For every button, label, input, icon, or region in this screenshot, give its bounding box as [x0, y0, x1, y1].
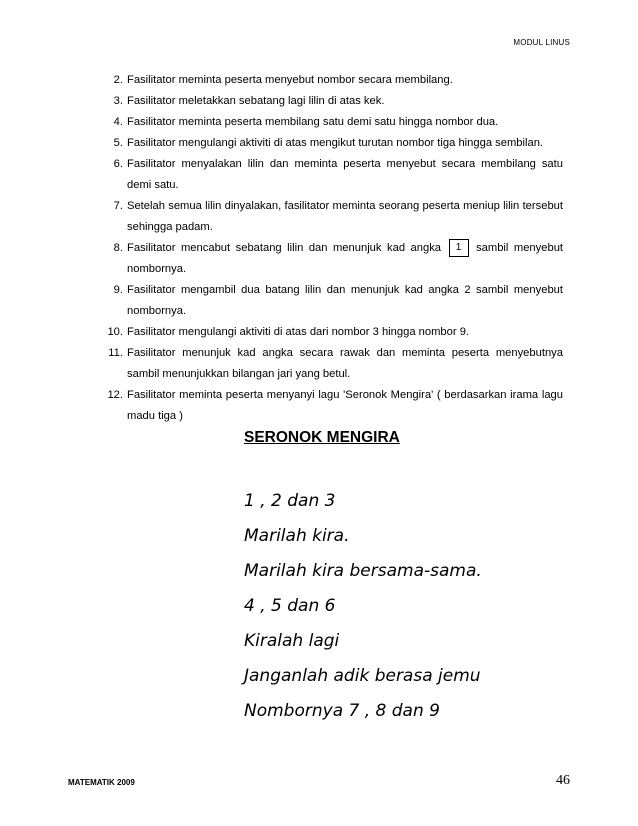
step-item	[103, 280, 563, 322]
module-header: MODUL LINUS	[513, 38, 570, 47]
lyric-line: Janganlah adik berasa jemu	[244, 666, 481, 686]
instruction-list	[103, 70, 563, 427]
song-title: SERONOK MENGIRA	[244, 429, 400, 446]
step-item	[103, 133, 563, 154]
step-item	[103, 196, 563, 238]
number-card-box: 1	[449, 239, 469, 257]
step-item	[103, 70, 563, 91]
lyric-line: Nombornya 7 , 8 dan 9	[244, 701, 440, 721]
step-number: 11.	[108, 347, 123, 359]
lyric-line: 4 , 5 dan 6	[244, 596, 336, 616]
step-item	[103, 154, 563, 196]
step-item	[103, 112, 563, 133]
lyric-line: Marilah kira bersama-sama.	[244, 561, 482, 581]
footer-subject: MATEMATIK 2009	[68, 778, 135, 787]
step-text: Fasilitator meminta peserta membilang satu demi satu hingga nombor dua.	[127, 116, 499, 128]
step-text: Fasilitator meletakkan sebatang lagi lilin di atas kek.	[127, 95, 385, 107]
step-number: 7.	[113, 200, 123, 212]
step-number: 3.	[113, 95, 123, 107]
step-item	[103, 322, 563, 343]
step-number: 5.	[113, 137, 123, 149]
step-text: Setelah semua lilin dinyalakan, fasilitator meminta seorang peserta meniup lilin tersebut sehingga padam.	[127, 200, 563, 233]
step-text: sambil menyebut nombornya.	[127, 242, 564, 275]
page-number: 46	[556, 773, 570, 788]
step-number: 6.	[113, 158, 123, 170]
step-text: Fasilitator meminta peserta menyebut nombor secara membilang.	[127, 74, 453, 86]
song-lyrics	[244, 484, 482, 729]
step-number: 10.	[107, 326, 123, 338]
step-number: 8.	[113, 242, 123, 254]
lyric-line: 1 , 2 dan 3	[244, 491, 336, 511]
step-text: Fasilitator menyalakan lilin dan meminta peserta menyebut secara membilang satu demi satu.	[127, 158, 563, 191]
step-item	[103, 238, 563, 280]
step-number: 9.	[113, 284, 123, 296]
lyric-line: Kiralah lagi	[244, 631, 340, 651]
step-number: 2.	[113, 74, 123, 86]
step-item	[103, 343, 563, 385]
lyric-line: Marilah kira.	[244, 526, 350, 546]
step-text: Fasilitator mengambil dua batang lilin dan menunjuk kad angka 2 sambil menyebut nombornya.	[127, 284, 563, 317]
step-text: Fasilitator mengulangi aktiviti di atas dari nombor 3 hingga nombor 9.	[127, 326, 470, 338]
step-text: Fasilitator mengulangi aktiviti di atas mengikut turutan nombor tiga hingga sembilan.	[127, 137, 544, 149]
step-text: Fasilitator mencabut sebatang lilin dan menunjuk kad angka	[127, 242, 442, 254]
step-item	[103, 91, 563, 112]
step-text: Fasilitator menunjuk kad angka secara rawak dan meminta peserta menyebutnya sambil menunjukkan bilangan jari yang betul.	[127, 347, 563, 380]
step-number: 4.	[113, 116, 123, 128]
step-text: Fasilitator meminta peserta menyanyi lagu 'Seronok Mengira' ( berdasarkan irama lagu madu tiga )	[127, 389, 563, 422]
step-number: 12.	[107, 389, 123, 401]
step-item	[103, 385, 563, 427]
